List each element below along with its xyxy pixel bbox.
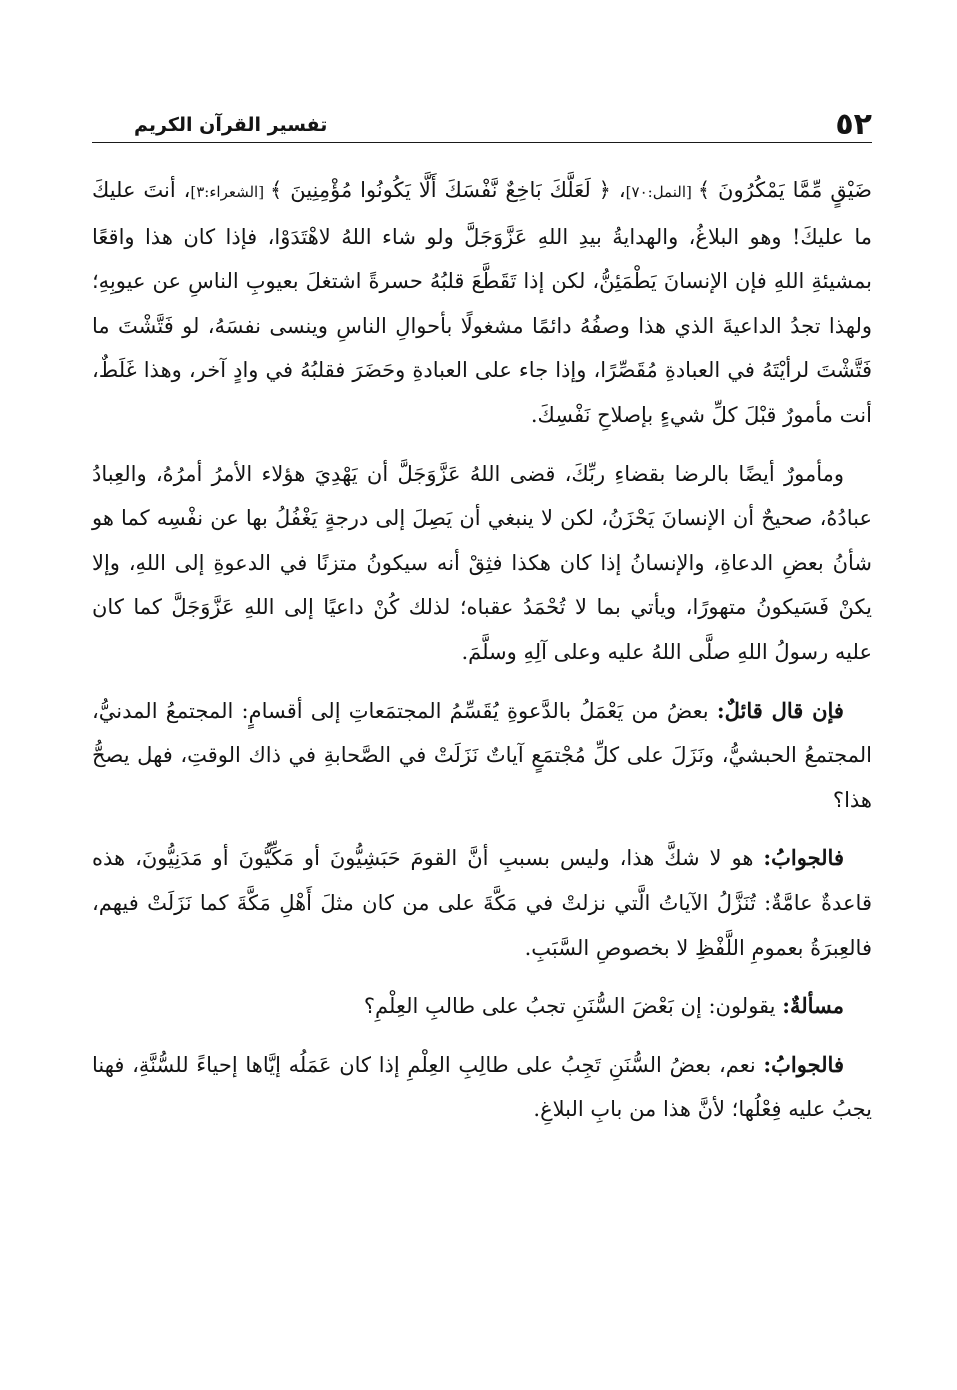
lead-phrase: مسألةٌ: [782, 993, 844, 1019]
lead-phrase: فالجوابُ: [763, 1051, 844, 1077]
body-text: ومأمورٌ أيضًا بالرضا بقضاءِ ربِّكَ، قضى اللهُ عَزَّوَجَلَّ أن يَهْدِيَ هؤلاء الأمرُ أمرُهُ، والعِبادُ عبادُهُ، صحيحٌ أن الإنسانَ يَحْزَنُ، لكن لا ينبغي أن يَصِلَ إلى درجةٍ يَغْفُلُ بها عن نفْسِه كما هو شأنُ بعضِ الدعاةِ، والإنسانُ إذا كان هكذا فثِقْ أنه سيكونُ متزنًا في الدعوةِ إلى اللهِ، وإلا يكنْ فَسَيكونُ متهورًا، ويأتي بما لا تُحْمَدُ عقباه؛ لذلك كُنْ داعيًا إلى اللهِ عَزَّوَجَلَّ كما كان عليه رسولُ اللهِ صلَّى اللهُ عليه وعلى آلِهِ وسلَّمَ. [92, 461, 872, 664]
body-text: هو لا شكَّ هذا، وليس بسببِ أنَّ القومَ حَبَشِيُّونَ أو مَكِّيُّونَ أو مَدَنِيُّونَ، هذه قاعدةٌ عامَّةٌ: تُنَزَّلُ الآياتُ الَّتي نزلتْ في مَكَّةَ على من كان مثلَ أَهْلِ مَكَّةَ كما نَزَلَتْ فيهم، فالعِبرَةُ بعمومِ اللَّفْظِ لا بخصوصِ السَّبَبِ. [92, 846, 872, 960]
verse-citation: [النمل:٧٠] [625, 183, 698, 201]
paragraph [92, 168, 872, 438]
paragraph [92, 689, 872, 823]
paragraph [92, 984, 872, 1029]
header-rule [92, 142, 872, 143]
lead-phrase: فالجوابُ: [763, 845, 844, 871]
book-page [92, 0, 872, 1390]
page-number: ٥٢ [835, 107, 872, 142]
body-text: ، [610, 178, 626, 202]
body-text: ، أنتَ عليكَ ما عليكَ! وهو البلاغُ، والهدايةُ بيدِ اللهِ عَزَّوَجَلَّ ولو شاء اللهُ لاهْتَدَوْا، فإذا كان هذا واقعًا بمشيئةِ اللهِ فإن الإنسانَ يَطْمَئِنُّ، لكن إذا تَقَطَّعَ قلبُهُ حسرةً اشتغلَ بعيوبِ الناسِ عن عيوبِهِ؛ ولهذا تجدُ الداعيةَ الذي هذا وصفُهُ دائمًا مشغولًا بأحوالِ الناسِ وينسى نفسَهُ، لو فَتَّشْتَ ما فَتَّشْتَ لرأيْتَهُ في العبادةِ مُقَصِّرًا، وإذا جاء على العبادةِ وحَضَرَ فقلبُهُ في وادٍ آخر، وهذا غَلَطٌ، أنت مأمورٌ قبْلَ كلِّ شيءٍ بإصلاحِ نَفْسِكَ. [92, 178, 872, 427]
paragraph [92, 452, 872, 675]
running-title: تفسير القرآن الكريم [134, 114, 328, 136]
paragraph [92, 1043, 872, 1132]
page-header [92, 106, 872, 146]
quran-verse: ﴿ لَعَلَّكَ بَاخِعٌ نَّفْسَكَ أَلَّا يَكُونُوا مُؤْمِنِينَ ﴾ [270, 178, 611, 202]
quran-verse: ضَيْقٍ مِّمَّا يَمْكُرُونَ ﴾ [697, 178, 872, 202]
verse-citation: [الشعراء:٣] [190, 183, 271, 201]
body-text: يقولون: إن بَعْضَ السُّنَنِ تجبُ على طالبِ العِلْمِ؟ [363, 994, 783, 1019]
body-text: نعم، بعضُ السُّنَنِ تَجِبُ على طالِبِ العِلْمِ إذا كان عَمَلُه إيَّاها إحياءً للسُّنَّةِ، فهنا يجبُ عليه فِعْلُها؛ لأنَّ هذا من بابِ البلاغِ. [92, 1052, 872, 1122]
body-text: بعضُ من يَعْمَلُ بالدَّعوةِ يُقَسِّمُ المجتمَعاتِ إلى أقسامٍ: المجتمعُ المدنيُّ، المجتمعُ الحبشيُّ، ونَزَلَ على كلِّ مُجْتمَعٍ آياتٌ نَزَلَتْ في الصَّحابةِ في ذاك الوقتِ، فهل يصحُّ هذا؟ [92, 698, 873, 812]
page-body [92, 168, 872, 1146]
lead-phrase: فإن قال قائلٌ: [716, 697, 844, 723]
paragraph [92, 836, 872, 970]
